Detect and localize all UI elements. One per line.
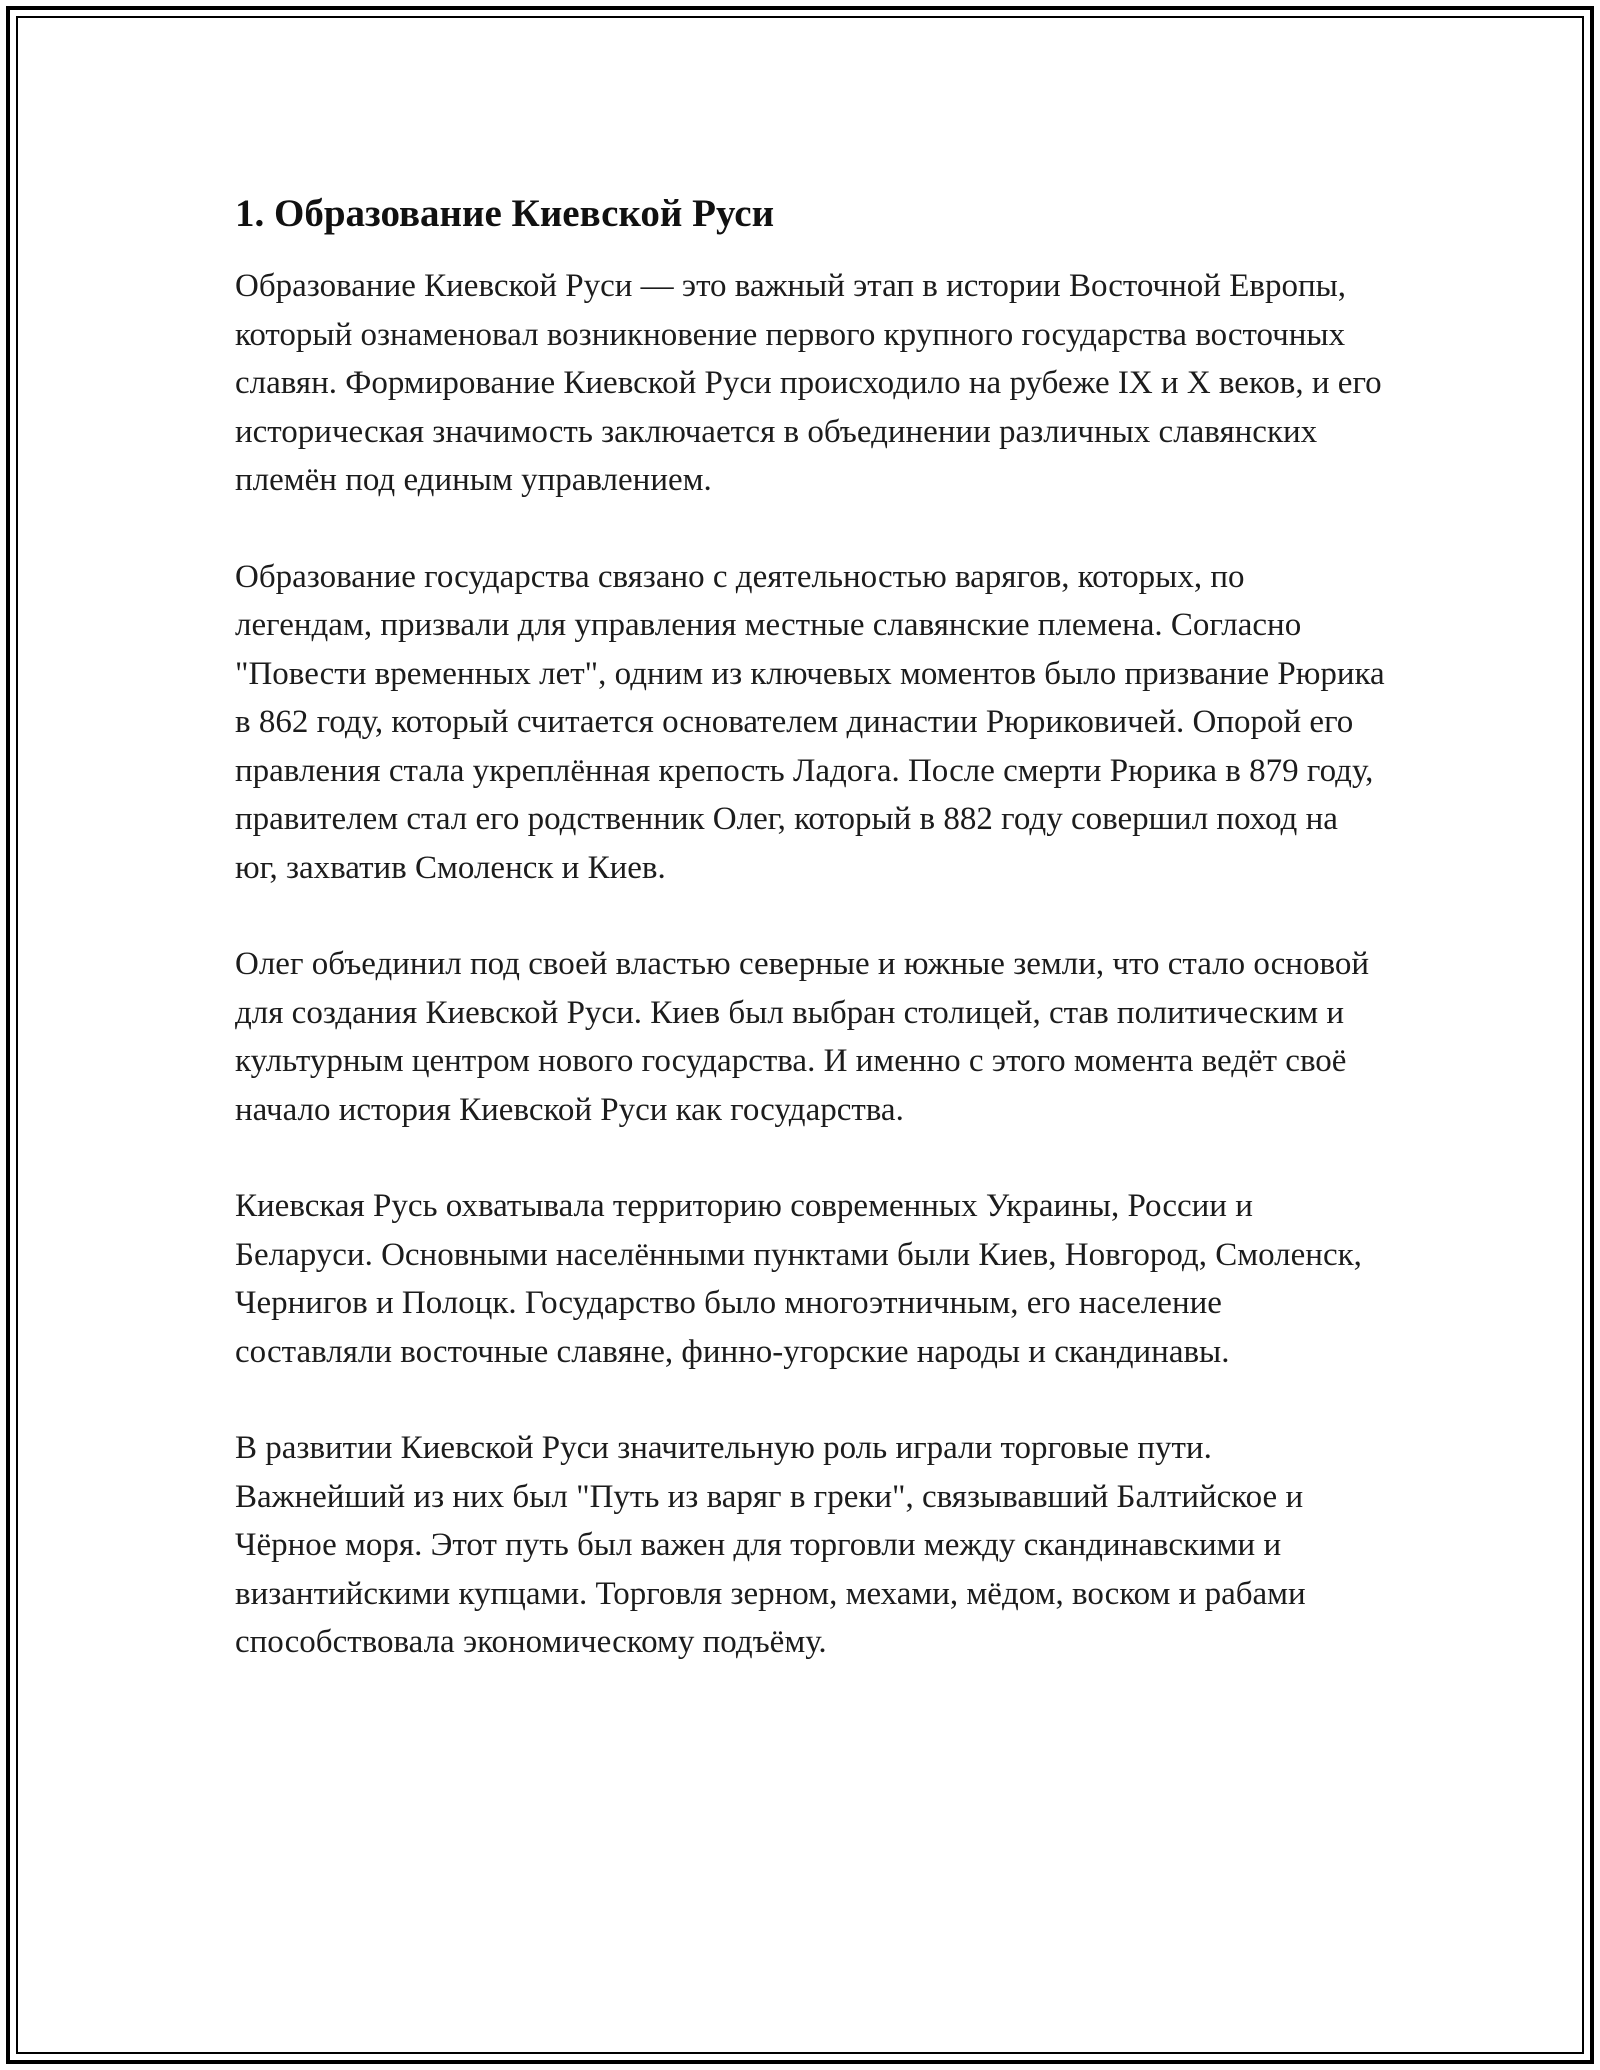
section-heading: 1. Образование Киевской Руси [235,192,775,235]
paragraph-1: Образование Киевской Руси — это важный этап в истории Восточной Европы, который ознаменовал возникновение первого крупного государства восточных славян. Формирование Киевской Руси происходило на рубеже IX и X веков, и его историческая значимость заключается в объединении различных славянских племён под единым управлением. [235,268,1382,498]
paragraph-4: Киевская Русь охватывала территорию современных Украины, России и Беларуси. Основными населёнными пунктами были Киев, Новгород, Смоленск, Чернигов и Полоцк. Государство было многоэтничным, его население составляли восточные славяне, финно-угорские народы и скандинавы. [235,1188,1362,1370]
document-body [235,188,1385,1667]
paragraph-2: Образование государства связано с деятельностью варягов, которых, по легендам, призвали для управления местные славянские племена. Согласно "Повести временных лет", одним из ключевых моментов было призвание Рюрика в 862 году, который считается основателем династии Рюриковичей. Опорой его правления стала укреплённая крепость Ладога. После смерти Рюрика в 879 году, правителем стал его родственник Олег, который в 882 году совершил поход на юг, захватив Смоленск и Киев. [235,558,1385,886]
paragraph-3: Олег объединил под своей властью северные и южные земли, что стало основой для создания Киевской Руси. Киев был выбран столицей, став политическим и культурным центром нового государства. И именно с этого момента ведёт своё начало история Киевской Руси как государства. [235,946,1369,1128]
paragraph-5: В развитии Киевской Руси значительную роль играли торговые пути. Важнейший из них был "Путь из варяг в греки", связывавший Балтийское и Чёрное моря. Этот путь был важен для торговли между скандинавскими и византийскими купцами. Торговля зерном, мехами, мёдом, воском и рабами способствовала экономическому подъёму. [235,1430,1306,1660]
